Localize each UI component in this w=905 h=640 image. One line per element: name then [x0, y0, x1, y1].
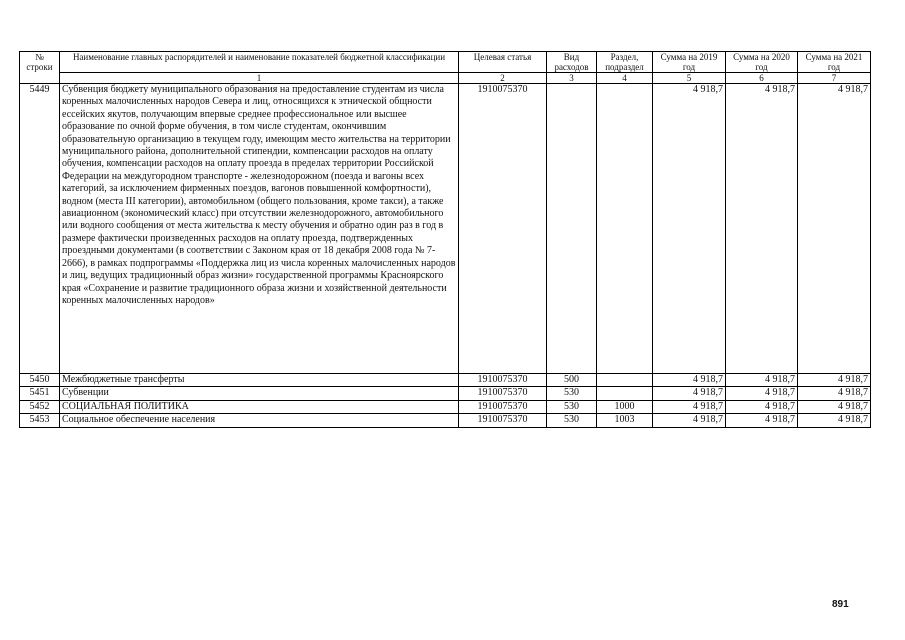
col-index-name: 1	[60, 73, 459, 84]
row-number: 5451	[20, 387, 60, 400]
row-type: 530	[547, 414, 597, 427]
row-name: СОЦИАЛЬНАЯ ПОЛИТИКА	[60, 400, 459, 413]
row-sum-2021: 4 918,7	[798, 387, 871, 400]
row-name: Межбюджетные трансферты	[60, 374, 459, 387]
col-header-section: Раздел, подраздел	[597, 52, 653, 73]
row-article: 1910075370	[459, 400, 547, 413]
table-row	[20, 414, 871, 427]
row-sum-2020: 4 918,7	[726, 84, 798, 374]
table-row	[20, 387, 871, 400]
col-header-name: Наименование главных распорядителей и наименование показателей бюджетной классификации	[60, 52, 459, 73]
col-header-sum2019: Сумма на 2019 год	[653, 52, 726, 73]
row-number: 5452	[20, 400, 60, 413]
row-name: Социальное обеспечение населения	[60, 414, 459, 427]
row-name: Субвенция бюджету муниципального образования на предоставление студентам из числа коренных малочисленных народов Севера и лиц, относящихся к этнической общности ессейских якутов, получающим впервые среднее профессиональное или высшее образование по очной форме обучения, в том числе студентам, окончившим образовательную организацию в текущем году, имеющим место жительства на территории муниципального района, дополнительной стипендии, компенсации расходов на оплату обучения, компенсации расходов на оплату проезда в пределах территории Российской Федерации на междугородном транспорте - железнодорожном (поезда и вагоны всех категорий, за исключением фирменных поездов, вагонов повышенной комфортности), водном (места III категории), автомобильном (общего пользования, кроме такси), а также авиационном (экономический класс) при отсутствии железнодорожного, автомобильного или водного сообщения от места жительства к месту обучения и обратно один раз в год в размере фактически произведенных расходов на оплату проезда, подтвержденных проездными документами (в соответствии с Законом края от 18 декабря 2008 года № 7-2666), в рамках подпрограммы «Поддержка лиц из числа коренных малочисленных народов и лиц, ведущих традиционный образ жизни» государственной программы Красноярского края «Сохранение и развитие традиционного образа жизни и хозяйственной деятельности коренных малочисленных народов»	[60, 84, 459, 374]
row-sum-2021: 4 918,7	[798, 414, 871, 427]
row-sum-2020: 4 918,7	[726, 374, 798, 387]
row-section	[597, 374, 653, 387]
row-number: 5449	[20, 84, 60, 374]
row-type	[547, 84, 597, 374]
row-sum-2021: 4 918,7	[798, 84, 871, 374]
row-section	[597, 84, 653, 374]
row-number: 5453	[20, 414, 60, 427]
row-article: 1910075370	[459, 414, 547, 427]
budget-table	[19, 51, 871, 428]
header-index-row	[20, 73, 871, 84]
row-name: Субвенции	[60, 387, 459, 400]
col-index-type: 3	[547, 73, 597, 84]
row-sum-2019: 4 918,7	[653, 414, 726, 427]
row-sum-2019: 4 918,7	[653, 374, 726, 387]
row-article: 1910075370	[459, 374, 547, 387]
row-sum-2020: 4 918,7	[726, 400, 798, 413]
row-sum-2019: 4 918,7	[653, 400, 726, 413]
table-row	[20, 400, 871, 413]
col-index-sum2021: 7	[798, 73, 871, 84]
col-header-article: Целевая статья	[459, 52, 547, 73]
col-index-sum2020: 6	[726, 73, 798, 84]
col-header-sum2021: Сумма на 2021 год	[798, 52, 871, 73]
row-article: 1910075370	[459, 387, 547, 400]
row-sum-2021: 4 918,7	[798, 374, 871, 387]
row-number: 5450	[20, 374, 60, 387]
header-row	[20, 52, 871, 73]
row-sum-2020: 4 918,7	[726, 414, 798, 427]
row-type: 530	[547, 387, 597, 400]
page-number: 891	[832, 599, 849, 610]
col-header-num: № строки	[20, 52, 60, 84]
table-row	[20, 374, 871, 387]
row-section	[597, 387, 653, 400]
row-sum-2021: 4 918,7	[798, 400, 871, 413]
row-section: 1003	[597, 414, 653, 427]
row-section: 1000	[597, 400, 653, 413]
row-sum-2019: 4 918,7	[653, 84, 726, 374]
row-article: 1910075370	[459, 84, 547, 374]
row-type: 530	[547, 400, 597, 413]
col-header-sum2020: Сумма на 2020 год	[726, 52, 798, 73]
row-sum-2019: 4 918,7	[653, 387, 726, 400]
col-index-sum2019: 5	[653, 73, 726, 84]
table-row	[20, 84, 871, 374]
row-sum-2020: 4 918,7	[726, 387, 798, 400]
col-index-article: 2	[459, 73, 547, 84]
col-index-section: 4	[597, 73, 653, 84]
row-type: 500	[547, 374, 597, 387]
col-header-type: Вид расходов	[547, 52, 597, 73]
